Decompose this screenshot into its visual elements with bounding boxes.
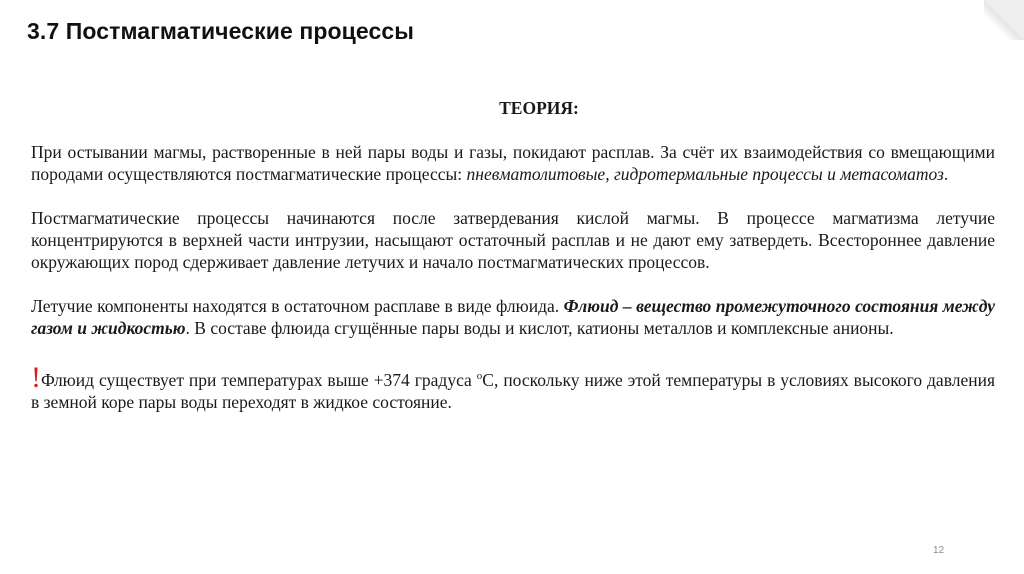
paragraph-2: Постмагматические процессы начинаются после затвердевания кислой магмы. В процессе магматизма летучие концентрируются в верхней части интрузии, насыщают остаточный расплав и не дают ему затвердеть. Всестороннее давление окружающих пород сдерживает давление летучих и начало постмагматических процессов. <box>31 208 995 272</box>
degree-superscript: о <box>476 370 483 383</box>
paragraph-1-italic-terms: пневматолитовые, гидротермальные процессы и метасоматоз <box>466 164 944 184</box>
paragraph-1-text: При остывании магмы, растворенные в ней пары воды и газы, покидают расплав. За счёт их взаимодействия со вмещающими породами осуществляются постмагматические процессы: <box>31 142 995 184</box>
section-heading: ТЕОРИЯ: <box>499 98 579 118</box>
paragraph-1 <box>31 141 995 185</box>
paragraph-3 <box>31 295 995 339</box>
slide-body <box>31 97 995 435</box>
page-number: 12 <box>933 545 945 556</box>
slide-title: 3.7 Постмагматические процессы <box>27 18 414 44</box>
page-curl-shade <box>984 0 1024 40</box>
temperature-unit: С <box>482 370 494 390</box>
paragraph-1-end: . <box>943 164 949 184</box>
paragraph-4 <box>31 361 996 413</box>
paragraph-4-text: Флюид существует при температурах выше +374 градуса <box>41 370 477 390</box>
paragraph-3-text: Летучие компоненты находятся в остаточном расплаве в виде флюида. <box>31 296 564 316</box>
paragraph-3-end: . В составе флюида сгущённые пары воды и кислот, катионы металлов и комплексные анионы. <box>185 318 894 338</box>
exclamation-icon: ! <box>31 361 41 394</box>
paragraph-4-end: , поскольку ниже этой температуры в условиях высокого давления в земной коре пары воды переходят в жидкое состояние. <box>31 370 996 412</box>
fluid-definition: Флюид – вещество промежуточного состояния между газом и жидкостью <box>31 296 995 338</box>
